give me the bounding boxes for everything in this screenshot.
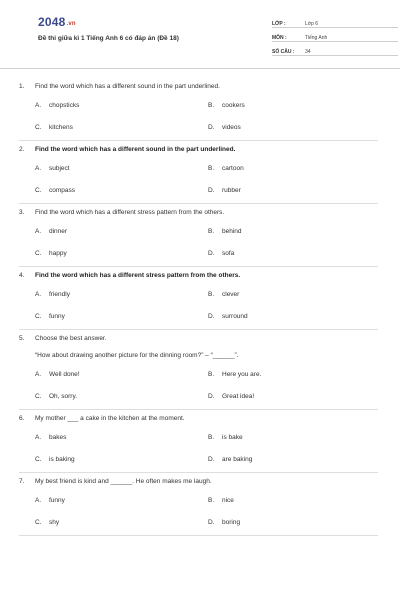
question-list [19,78,378,536]
exam-meta [272,14,398,56]
question-item [19,204,378,267]
answer-options [35,434,378,472]
page-header [19,0,378,60]
answer-option[interactable] [208,102,381,110]
meta-value: 34 [305,49,311,55]
answer-option[interactable] [208,434,381,442]
answer-option[interactable] [208,497,381,505]
option-letter: C. [35,187,42,194]
option-letter: A. [35,165,42,172]
option-letter: D. [208,393,215,400]
question-item [19,410,378,473]
option-text: surround [222,313,248,320]
question-text: Find the word which has a different stress pattern from the others. [35,209,225,216]
question-heading [19,330,378,343]
option-text: rubber [222,187,241,194]
question-heading [19,473,378,486]
option-text: friendly [49,291,70,298]
option-letter: D. [208,313,215,320]
option-letter: C. [35,456,42,463]
answer-option[interactable] [208,124,381,132]
answer-option[interactable] [208,456,381,464]
option-text: cookers [222,102,245,109]
option-text: compass [49,187,76,194]
option-letter: A. [35,371,42,378]
option-letter: D. [208,456,215,463]
option-letter: D. [208,519,215,526]
option-letter: B. [208,497,215,504]
meta-value: Tiếng Anh [305,35,328,41]
option-text: clever [222,291,240,298]
option-text: happy [49,250,67,257]
option-letter: B. [208,102,215,109]
option-text: Here you are. [222,371,262,378]
option-letter: B. [208,434,215,441]
question-number: 4. [19,272,25,279]
answer-option[interactable] [208,165,381,173]
option-letter: C. [35,313,42,320]
meta-key: SỐ CÂU : [272,49,295,55]
meta-key: MÔN : [272,35,287,41]
option-text: dinner [49,228,68,235]
option-text: chopsticks [49,102,80,109]
answer-option[interactable] [35,456,208,464]
answer-options [35,497,378,535]
answer-options [35,291,378,329]
option-text: videos [222,124,241,131]
question-number: 5. [19,335,25,342]
question-text: Choose the best answer. [35,335,107,342]
option-letter: A. [35,434,42,441]
answer-options [35,371,378,409]
option-letter: B. [208,228,215,235]
option-text: Well done! [49,371,80,378]
question-item [19,267,378,330]
option-text: nice [222,497,234,504]
option-letter: A. [35,102,42,109]
option-letter: C. [35,393,42,400]
answer-option[interactable] [35,124,208,132]
question-number: 1. [19,83,25,90]
logo-sub: .vn [66,21,76,27]
answer-option[interactable] [35,165,208,173]
question-stem: “How about drawing another picture for the dinning room?” – “______”. [35,352,239,359]
option-text: is bake [222,434,243,441]
answer-option[interactable] [35,519,208,527]
question-text: Find the word which has a different stress pattern from the others. [35,272,241,279]
question-heading [19,141,378,154]
option-letter: C. [35,519,42,526]
option-text: are baking [222,456,253,463]
option-letter: C. [35,250,42,257]
question-heading [19,410,378,423]
answer-option[interactable] [208,187,381,195]
question-number: 3. [19,209,25,216]
site-logo[interactable] [38,15,76,29]
exam-title: Đề thi giữa kì 1 Tiếng Anh 6 có đáp án (Đề 18) [38,35,179,42]
question-text: Find the word which has a different sound in the part underlined. [35,83,220,90]
question-item [19,473,378,536]
option-text: cartoon [222,165,244,172]
question-item [19,78,378,141]
question-number: 2. [19,146,25,153]
question-item [19,141,378,204]
question-item [19,330,378,410]
option-letter: D. [208,124,215,131]
question-heading [19,78,378,91]
answer-option[interactable] [208,393,381,401]
answer-option[interactable] [35,434,208,442]
option-text: is baking [49,456,75,463]
answer-option[interactable] [35,250,208,258]
meta-row-count [272,42,398,56]
option-text: subject [49,165,70,172]
option-text: sofa [222,250,235,257]
option-text: Great idea! [222,393,255,400]
question-text: Find the word which has a different sound in the part underlined. [35,146,236,153]
question-heading [19,204,378,217]
answer-option[interactable] [208,250,381,258]
answer-options [35,228,378,266]
question-text: My best friend is kind and ______. He often makes me laugh. [35,478,212,485]
option-text: behind [222,228,242,235]
answer-option[interactable] [208,228,381,236]
meta-value: Lớp 6 [305,21,319,27]
option-text: bakes [49,434,67,441]
answer-option[interactable] [35,228,208,236]
option-text: Oh, sorry. [49,393,78,400]
answer-options [35,165,378,203]
answer-option[interactable] [35,371,208,379]
logo-main: 2048 [38,15,66,29]
option-letter: B. [208,371,215,378]
option-letter: C. [35,124,42,131]
question-number: 6. [19,415,25,422]
answer-option[interactable] [208,313,381,321]
option-text: funny [49,497,65,504]
option-letter: A. [35,497,42,504]
option-text: boring [222,519,241,526]
option-letter: B. [208,165,215,172]
answer-option[interactable] [35,187,208,195]
option-text: shy [49,519,60,526]
answer-option[interactable] [35,393,208,401]
answer-option[interactable] [35,497,208,505]
answer-option[interactable] [208,519,381,527]
option-letter: B. [208,291,215,298]
option-letter: D. [208,187,215,194]
meta-row-subject [272,28,398,42]
option-letter: D. [208,250,215,257]
option-text: kitchens [49,124,73,131]
question-heading [19,267,378,280]
option-letter: A. [35,228,42,235]
answer-option[interactable] [35,291,208,299]
answer-option[interactable] [35,313,208,321]
answer-option[interactable] [208,291,381,299]
question-text: My mother ___ a cake in the kitchen at the moment. [35,415,185,422]
option-text: funny [49,313,65,320]
meta-key: LỚP : [272,21,286,27]
meta-row-class [272,14,398,28]
answer-option[interactable] [35,102,208,110]
answer-option[interactable] [208,371,381,379]
question-number: 7. [19,478,25,485]
header-divider [0,68,400,69]
option-letter: A. [35,291,42,298]
answer-options [35,102,378,140]
